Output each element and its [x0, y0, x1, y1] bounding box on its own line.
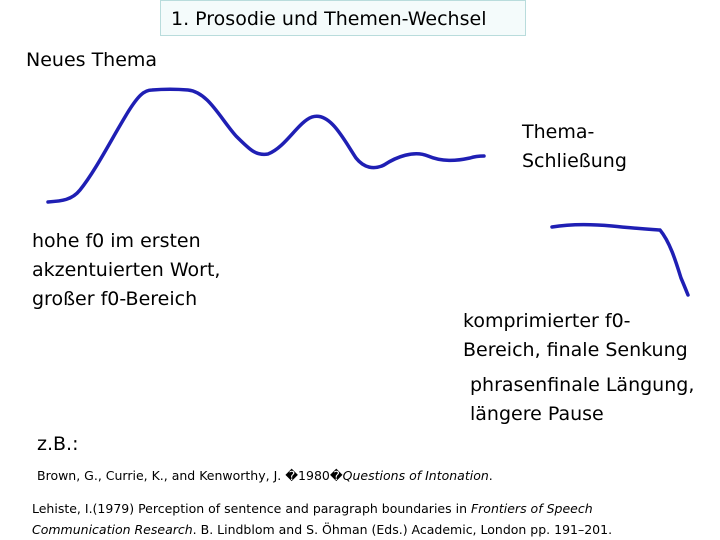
label-thema-schliessung-line-1: Thema- [522, 121, 595, 143]
label-phrasenfinale-line-1: phrasenfinale Längung, [470, 374, 695, 396]
label-hohe-f0-line-3: großer f0-Bereich [32, 288, 198, 310]
contour-topic-closing [552, 225, 688, 295]
label-neues-thema: Neues Thema [26, 49, 158, 71]
reference-lehiste-italic-2: Communication Research [32, 522, 193, 537]
label-zb: z.B.: [37, 433, 79, 455]
reference-brown-title: Questions of Intonation [342, 468, 489, 483]
label-hohe-f0-line-2: akzentuierten Wort, [32, 259, 221, 281]
label-komprimierter-line-2: Bereich, finale Senkung [463, 339, 688, 361]
reference-lehiste-text-2: . B. Lindblom and S. Öhman (Eds.) Academic, London pp. 191–201. [192, 522, 613, 537]
reference-lehiste-italic-1: Frontiers of Speech [470, 501, 593, 516]
reference-brown-authors: Brown, G., Currie, K., and Kenworthy, J. [37, 468, 286, 483]
label-thema-schliessung-line-2: Schließung [522, 150, 627, 172]
reference-brown-end: . [488, 468, 493, 483]
label-phrasenfinale-line-2: längere Pause [470, 403, 604, 425]
slide-title: 1. Prosodie und Themen-Wechsel [160, 0, 526, 36]
label-komprimierter-line-1: komprimierter f0- [463, 310, 631, 332]
reference-lehiste-text-1: Lehiste, I.(1979) Perception of sentence and paragraph boundaries in [32, 501, 471, 516]
contour-new-topic [48, 89, 484, 202]
reference-brown-year: �1980� [285, 468, 343, 483]
label-hohe-f0-line-1: hohe f0 im ersten [32, 230, 201, 252]
